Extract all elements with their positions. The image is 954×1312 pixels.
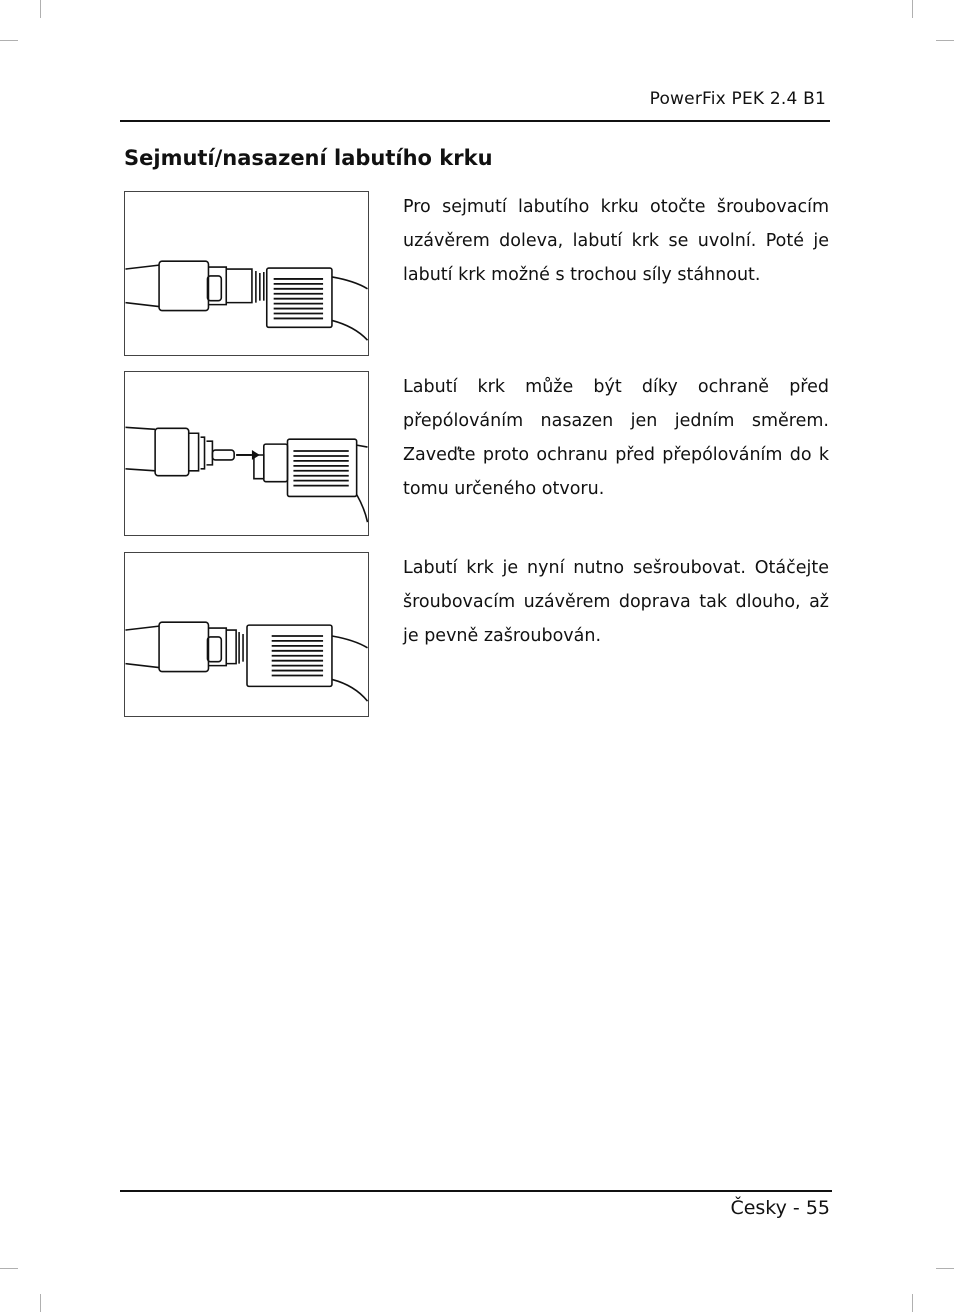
- section-title: Sejmutí/nasazení labutího krku: [124, 146, 493, 170]
- crop-mark: [0, 40, 18, 41]
- connector-unscrew-illustration: [124, 191, 369, 356]
- crop-mark: [936, 40, 954, 41]
- header-title: PowerFix PEK 2.4 B1: [649, 89, 826, 109]
- crop-mark: [40, 0, 41, 18]
- crop-mark: [912, 1294, 913, 1312]
- crop-mark: [40, 1294, 41, 1312]
- step-3-text: Labutí krk je nyní nutno sešroubovat. Otáčejte šroubovacím uzávěrem doprava tak dlouho, až je pevně zašroubován.: [403, 558, 829, 646]
- header-divider: [120, 120, 830, 122]
- crop-mark: [0, 1268, 18, 1269]
- crop-mark: [912, 0, 913, 18]
- step-2-text: Labutí krk může být díky ochraně před přepólováním nasazen jen jedním směrem. Zaveďte proto ochranu před přepólováním do k tomu určeného otvoru.: [403, 377, 829, 499]
- page-number: Česky - 55: [730, 1197, 830, 1219]
- footer-divider: [120, 1190, 832, 1192]
- connector-screw-illustration: [124, 552, 369, 717]
- crop-mark: [936, 1268, 954, 1269]
- connector-insert-illustration: [124, 371, 369, 536]
- step-1-text: Pro sejmutí labutího krku otočte šroubovacím uzávěrem doleva, labutí krk se uvolní. Poté je labutí krk možné s trochou síly stáhnout.: [403, 197, 829, 285]
